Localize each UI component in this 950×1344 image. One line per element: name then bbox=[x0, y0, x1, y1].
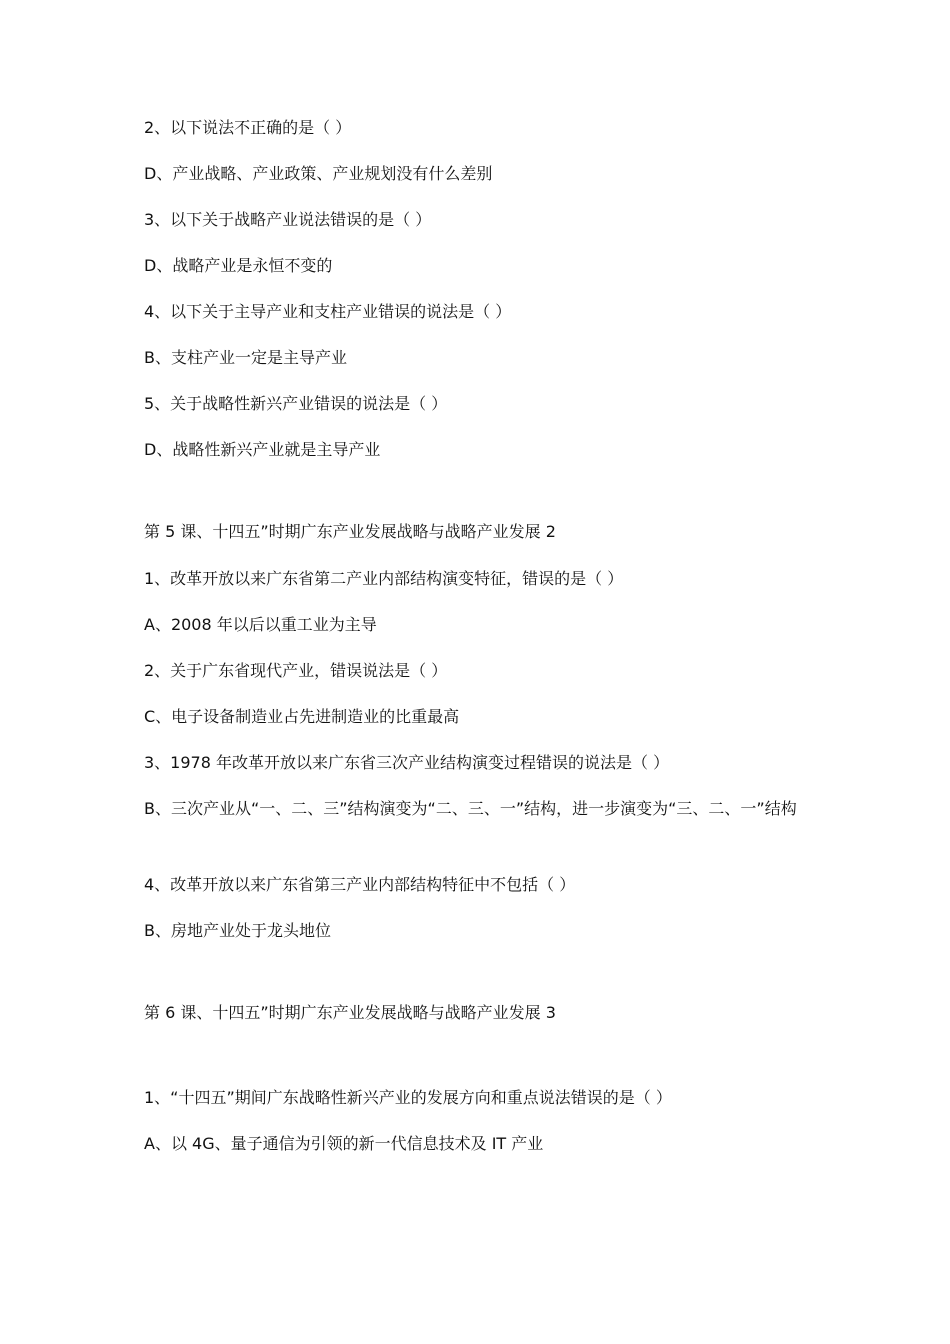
section-heading-lesson-5: 第 5 课、十四五”时期广东产业发展战略与战略产业发展 2 bbox=[144, 522, 556, 541]
question-3: 3、以下关于战略产业说法错误的是（ ） bbox=[144, 210, 432, 229]
lesson5-question-2: 2、关于广东省现代产业，错误说法是（ ） bbox=[144, 661, 448, 680]
answer-3: D、战略产业是永恒不变的 bbox=[144, 256, 333, 275]
question-2: 2、以下说法不正确的是（ ） bbox=[144, 118, 352, 137]
answer-5: D、战略性新兴产业就是主导产业 bbox=[144, 440, 381, 459]
lesson5-answer-3: B、三次产业从“一、二、三”结构演变为“二、三、一”结构，进一步演变为“三、二、一”结构 bbox=[144, 799, 797, 818]
lesson5-answer-2: C、电子设备制造业占先进制造业的比重最高 bbox=[144, 707, 460, 726]
lesson6-answer-1: A、以 4G、量子通信为引领的新一代信息技术及 IT 产业 bbox=[144, 1134, 544, 1153]
lesson5-question-4: 4、改革开放以来广东省第三产业内部结构特征中不包括（ ） bbox=[144, 875, 576, 894]
question-4: 4、以下关于主导产业和支柱产业错误的说法是（ ） bbox=[144, 302, 512, 321]
lesson5-answer-4: B、房地产业处于龙头地位 bbox=[144, 921, 331, 940]
question-5: 5、关于战略性新兴产业错误的说法是（ ） bbox=[144, 394, 448, 413]
lesson5-answer-1: A、2008 年以后以重工业为主导 bbox=[144, 615, 377, 634]
lesson6-question-1: 1、“十四五”期间广东战略性新兴产业的发展方向和重点说法错误的是（ ） bbox=[144, 1088, 672, 1107]
answer-4: B、支柱产业一定是主导产业 bbox=[144, 348, 347, 367]
lesson5-question-1: 1、改革开放以来广东省第二产业内部结构演变特征，错误的是（ ） bbox=[144, 569, 624, 588]
section-heading-lesson-6: 第 6 课、十四五”时期广东产业发展战略与战略产业发展 3 bbox=[144, 1003, 556, 1022]
answer-2: D、产业战略、产业政策、产业规划没有什么差别 bbox=[144, 164, 493, 183]
lesson5-question-3: 3、1978 年改革开放以来广东省三次产业结构演变过程错误的说法是（ ） bbox=[144, 753, 670, 772]
